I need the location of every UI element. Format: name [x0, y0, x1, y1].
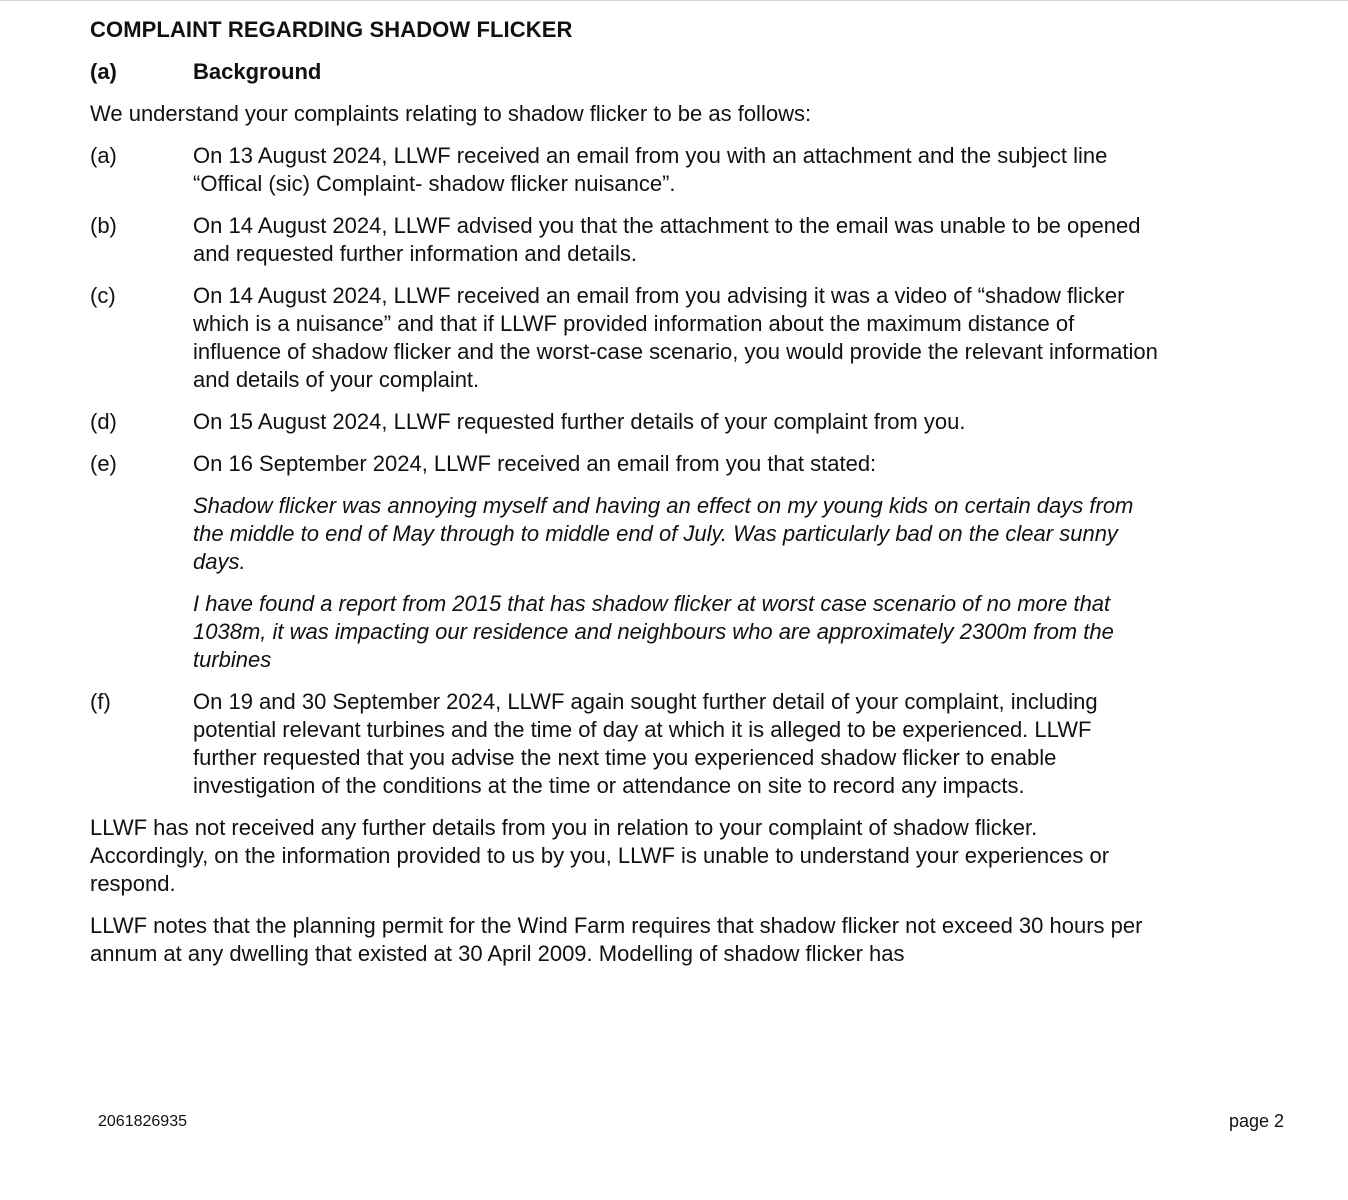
list-item-label: (a) [90, 143, 117, 168]
list-item-label: (e) [90, 451, 117, 476]
list-item-text: On 16 September 2024, LLWF received an email from you that stated: [193, 451, 877, 476]
intro-paragraph: We understand your complaints relating to shadow flicker to be as follows: [90, 101, 812, 126]
list-item-label: (d) [90, 409, 117, 434]
list-item-b [90, 212, 1160, 268]
section-label: (a) [90, 59, 117, 84]
document-page [90, 16, 1160, 982]
list-item-d [90, 408, 1160, 436]
list-item-f [90, 688, 1160, 800]
list-item-label: (b) [90, 213, 117, 238]
document-number: 2061826935 [98, 1113, 187, 1130]
list-item-label: (f) [90, 689, 111, 714]
document-title: COMPLAINT REGARDING SHADOW FLICKER [90, 17, 573, 42]
quoted-email-paragraph: I have found a report from 2015 that has shadow flicker at worst case scenario of no more that 1038m, it was impacting our residence and neighbours who are approximately 2300m from the turbines [193, 591, 1114, 672]
body-paragraph: LLWF has not received any further details from you in relation to your complaint of shadow flicker. Accordingly, on the information provided to us by you, LLWF is unable to understand your experiences or respond. [90, 815, 1110, 896]
section-heading [90, 58, 1160, 86]
page-number: page 2 [1228, 1111, 1284, 1131]
list-item-c [90, 282, 1160, 394]
section-title: Background [193, 59, 322, 84]
body-paragraph: LLWF notes that the planning permit for the Wind Farm requires that shadow flicker not exceed 30 hours per annum at any dwelling that existed at 30 April 2009. Modelling of shadow flicker has [90, 913, 1143, 966]
list-item-text: On 14 August 2024, LLWF received an email from you advising it was a video of “shadow flicker which is a nuisance” and that if LLWF provided information about the maximum distance of influence of shadow flicker and the worst-case scenario, you would provide the relevant information and details of your complaint. [193, 283, 1158, 392]
list-item-e [90, 450, 1160, 478]
list-item-label: (c) [90, 283, 116, 308]
list-item-text: On 15 August 2024, LLWF requested further details of your complaint from you. [193, 409, 966, 434]
list-item-text: On 14 August 2024, LLWF advised you that the attachment to the email was unable to be opened and requested further information and details. [193, 213, 1141, 266]
list-item-text: On 19 and 30 September 2024, LLWF again sought further detail of your complaint, including potential relevant turbines and the time of day at which it is alleged to be experienced. LLWF further requested that you advise the next time you experienced shadow flicker to enable investigation of the conditions at the time or attendance on site to record any impacts. [193, 689, 1098, 798]
quoted-email-paragraph: Shadow flicker was annoying myself and having an effect on my young kids on certain days from the middle to end of May through to middle end of July. Was particularly bad on the clear sunny days. [193, 493, 1134, 574]
list-item-a [90, 142, 1160, 198]
top-rule [0, 0, 1348, 1]
list-item-text: On 13 August 2024, LLWF received an email from you with an attachment and the subject line “Offical (sic) Complaint- shadow flicker nuisance”. [193, 143, 1108, 196]
